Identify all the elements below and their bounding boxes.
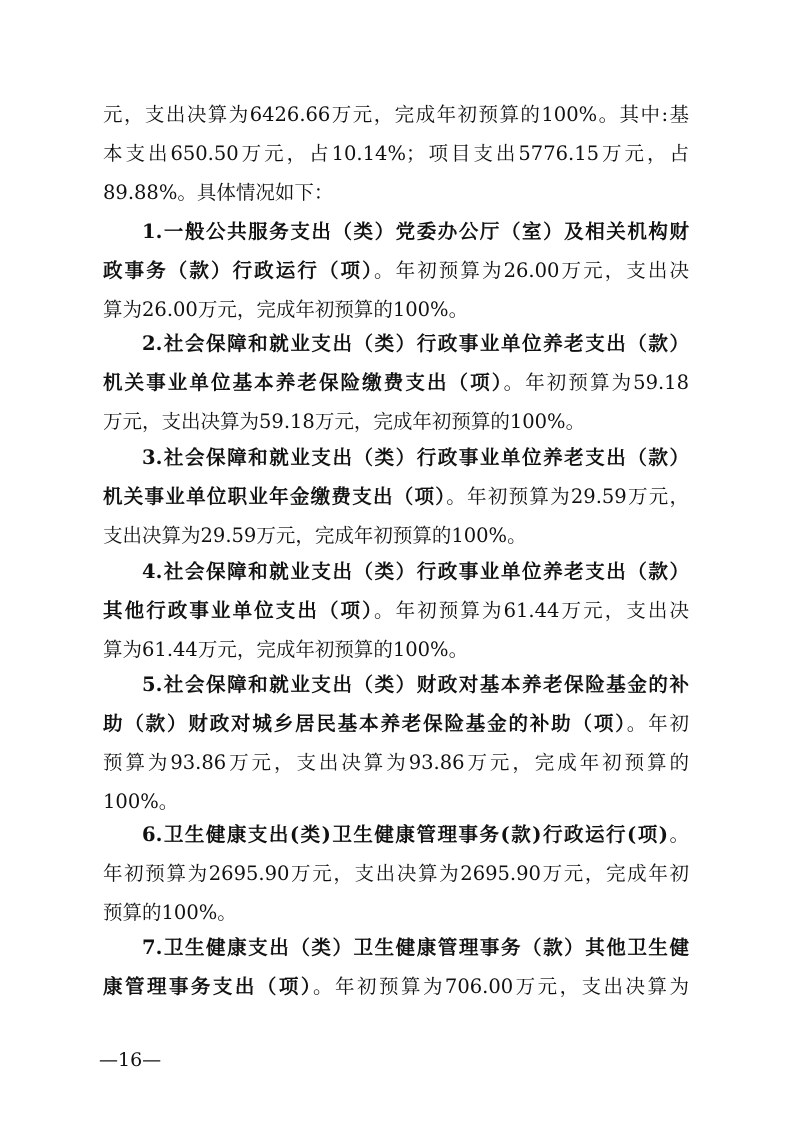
text-line: [103, 591, 689, 630]
item-body-text: 。年初预算为29.59万元，: [446, 485, 689, 508]
item-title-line: 2.社会保障和就业支出（类）行政事业单位养老支出（款）: [142, 332, 689, 355]
item-title-line: 1.一般公共服务支出（类）党委办公厅（室）及相关机构财: [142, 220, 689, 243]
item-body-text: 。年初预算为706.00万元，支出决算为: [313, 975, 689, 998]
item-2-paragraph: [103, 324, 689, 441]
text-line: [103, 704, 689, 743]
item-title-text: 政事务（款）行政运行（项）: [103, 259, 375, 282]
text-line: 本支出650.50万元，占10.14%；项目支出5776.15万元，占: [103, 142, 689, 165]
text-line: 万元，支出决算为59.18万元，完成年初预算的100%。: [103, 410, 586, 433]
item-6-paragraph: [103, 815, 689, 932]
item-title-text: 康管理事务支出（项）: [103, 975, 314, 998]
text-line: 支出决算为29.59万元，完成年初预算的100%。: [103, 524, 527, 547]
text-line: 89.88%。具体情况如下：: [103, 181, 334, 204]
text-line: [103, 815, 689, 854]
item-title-text: 机关事业单位职业年金缴费支出（项）: [103, 485, 447, 508]
text-line: 算为61.44万元，完成年初预算的100%。: [103, 638, 469, 661]
item-1-paragraph: [103, 212, 689, 329]
item-5-paragraph: [103, 665, 689, 821]
item-body-text: 。: [667, 823, 689, 846]
text-line: 年初预算为2695.90万元，支出决算为2695.90万元，完成年初: [103, 862, 689, 885]
text-line: 预算为93.86万元，支出决算为93.86万元，完成年初预算的: [103, 751, 689, 774]
item-body-text: 。年初预算为61.44万元，支出决: [374, 599, 689, 622]
text-line: [103, 251, 689, 290]
item-body-text: 。年初预算为26.00万元，支出决: [374, 259, 689, 282]
intro-paragraph: [103, 95, 689, 212]
text-line: [103, 477, 689, 516]
text-line: 算为26.00万元，完成年初预算的100%。: [103, 298, 469, 321]
text-line: [103, 363, 689, 402]
item-title-text: 其他行政事业单位支出（项）: [103, 599, 375, 622]
item-title-text: 6.卫生健康支出(类)卫生健康管理事务(款)行政运行(项): [142, 823, 668, 846]
item-body-text: 。年初: [626, 712, 689, 735]
item-title-text: 助（款）财政对城乡居民基本养老保险基金的补助（项）: [103, 712, 627, 735]
item-4-paragraph: [103, 552, 689, 669]
item-7-paragraph: [103, 928, 689, 1006]
item-title-line: 7.卫生健康支出（类）卫生健康管理事务（款）其他卫生健: [142, 936, 689, 959]
item-title-text: 机关事业单位基本养老保险缴费支出（项）: [103, 371, 504, 394]
item-title-line: 4.社会保障和就业支出（类）行政事业单位养老支出（款）: [142, 560, 689, 583]
item-3-paragraph: [103, 438, 689, 555]
text-line: 元，支出决算为6426.66万元，完成年初预算的100%。其中:基: [103, 103, 689, 126]
text-line: [103, 967, 689, 1006]
item-title-line: 3.社会保障和就业支出（类）行政事业单位养老支出（款）: [142, 446, 689, 469]
item-body-text: 。年初预算为59.18: [503, 371, 689, 394]
text-line: 预算的100%。: [103, 901, 237, 924]
text-line: 100%。: [103, 790, 179, 813]
item-title-line: 5.社会保障和就业支出（类）财政对基本养老保险基金的补: [142, 673, 689, 696]
page-number: —16—: [99, 1049, 162, 1071]
